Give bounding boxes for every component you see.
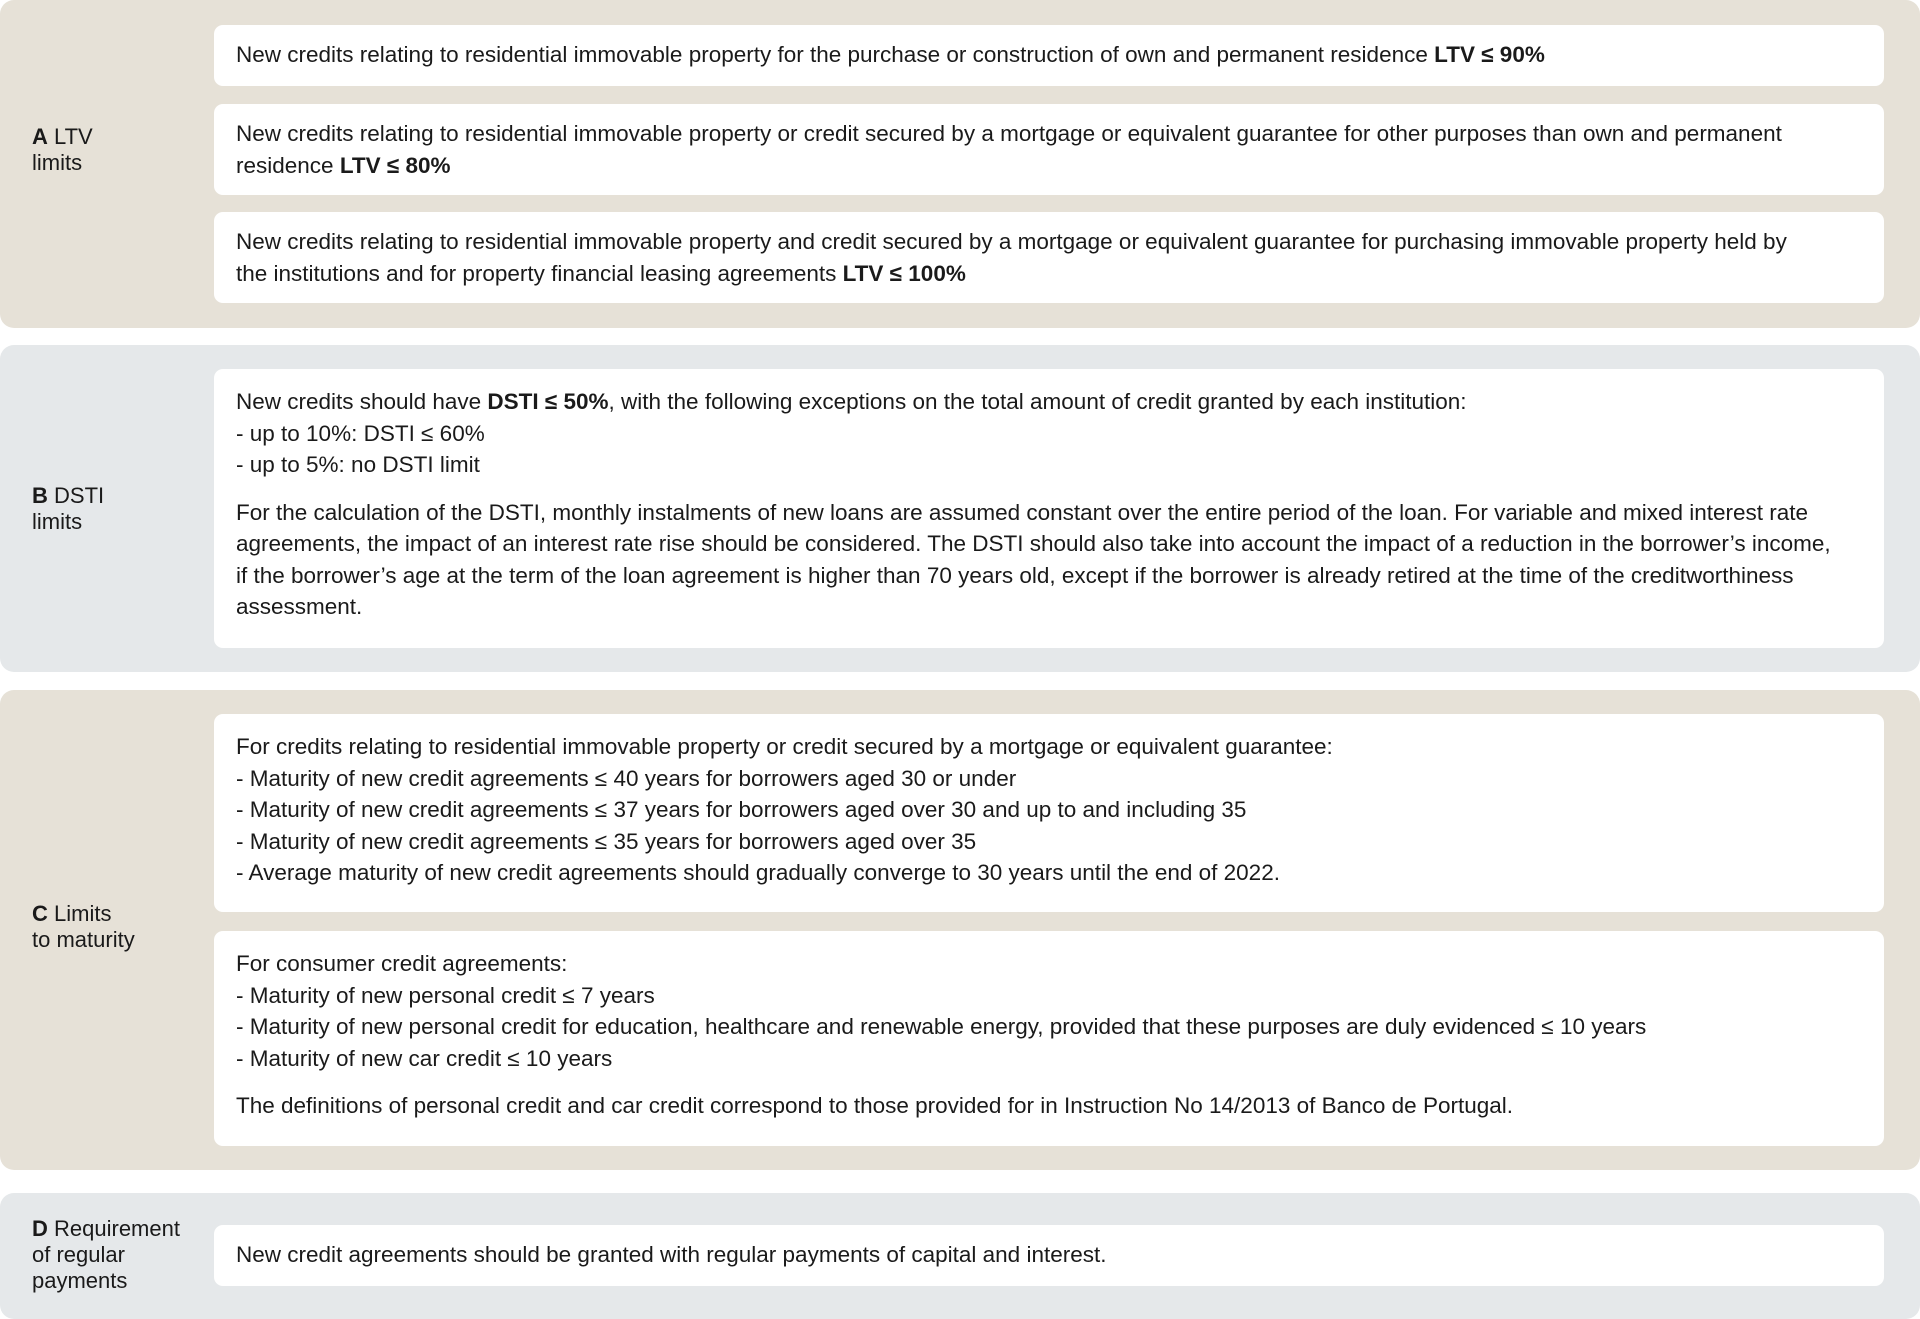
rule-text: New credits relating to residential immovable property and credit secured by a mortgage or equivalent guarantee for purchasing immovable property held by [236, 229, 1787, 254]
rule-text: New credits should have [236, 389, 488, 414]
rule-text: residence [236, 152, 340, 178]
rule-card [214, 714, 1884, 912]
note-text: The definitions of personal credit and car credit correspond to those provided for in Instruction No 14/2013 of Banco de Portugal. [236, 1093, 1514, 1118]
rule-limit: LTV ≤ 100% [842, 260, 966, 286]
rule-text: New credit agreements should be granted with regular payments of capital and interest. [236, 1242, 1107, 1267]
list-item: - Maturity of new credit agreements ≤ 40 years for borrowers aged 30 or under [236, 765, 1017, 791]
label-text: Limits [54, 901, 112, 926]
section-label [32, 901, 135, 953]
section-letter: D [32, 1216, 48, 1241]
rule-card [214, 212, 1884, 303]
list-item: - Maturity of new personal credit ≤ 7 years [236, 982, 655, 1008]
rule-card [214, 369, 1884, 648]
section-limits-to-maturity [0, 690, 1920, 1170]
paragraph-line: assessment. [236, 594, 363, 619]
list-item: For credits relating to residential immovable property or credit secured by a mortgage or equivalent guarantee: [236, 734, 1333, 759]
rule-text: , with the following exceptions on the total amount of credit granted by each institution: [608, 389, 1467, 414]
list-item: - Maturity of new credit agreements ≤ 37 years for borrowers aged over 30 and up to and including 35 [236, 797, 1247, 822]
rule-card [214, 25, 1884, 86]
label-text: of regular [32, 1242, 125, 1267]
label-text: limits [32, 509, 83, 534]
rule-text: New credits relating to residential immovable property or credit secured by a mortgage or equivalent guarantee for other purposes than own and permanent [236, 121, 1782, 146]
paragraph-line: agreements, the impact of an interest rate rise should be considered. The DSTI should also take into account the impact of a reduction in the borrower’s income, [236, 531, 1831, 556]
rule-text: New credits relating to residential immovable property for the purchase or construction of own and permanent residence [236, 42, 1435, 67]
section-label [32, 483, 104, 535]
section-letter: A [32, 124, 48, 149]
label-text: DSTI [54, 483, 105, 508]
list-item: - Maturity of new car credit ≤ 10 years [236, 1045, 613, 1071]
section-label [32, 124, 93, 176]
paragraph-line: if the borrower’s age at the term of the loan agreement is higher than 70 years old, except if the borrower is already retired at the time of the creditworthiness [236, 562, 1794, 588]
section-label [32, 1216, 180, 1294]
section-letter: C [32, 901, 48, 926]
section-regular-payments [0, 1193, 1920, 1319]
list-item: - Maturity of new personal credit for education, healthcare and renewable energy, provided that these purposes are duly evidenced ≤ 10 years [236, 1014, 1647, 1039]
section-dsti-limits [0, 345, 1920, 672]
list-item: - up to 5%: no DSTI limit [236, 452, 480, 477]
list-item: - up to 10%: DSTI ≤ 60% [236, 420, 485, 446]
section-ltv-limits [0, 0, 1920, 328]
paragraph-line: For the calculation of the DSTI, monthly instalments of new loans are assumed constant over the entire period of the loan. For variable and mixed interest rate [236, 499, 1809, 525]
rule-text: the institutions and for property financial leasing agreements [236, 260, 843, 286]
rule-card [214, 1225, 1884, 1286]
list-item: For consumer credit agreements: [236, 951, 568, 976]
label-text: to maturity [32, 927, 135, 952]
section-letter: B [32, 483, 48, 508]
label-text: Requirement [54, 1216, 180, 1241]
rule-card [214, 104, 1884, 195]
rule-limit: LTV ≤ 90% [1434, 42, 1545, 67]
label-text: limits [32, 150, 83, 175]
label-text: LTV [54, 124, 93, 149]
list-item: - Average maturity of new credit agreements should gradually converge to 30 years until the end of 2022. [236, 860, 1280, 885]
rule-limit: LTV ≤ 80% [339, 152, 451, 178]
rule-card [214, 931, 1884, 1146]
label-text: payments [32, 1268, 128, 1293]
list-item: - Maturity of new credit agreements ≤ 35 years for borrowers aged over 35 [236, 828, 977, 854]
rule-limit: DSTI ≤ 50% [487, 389, 609, 414]
